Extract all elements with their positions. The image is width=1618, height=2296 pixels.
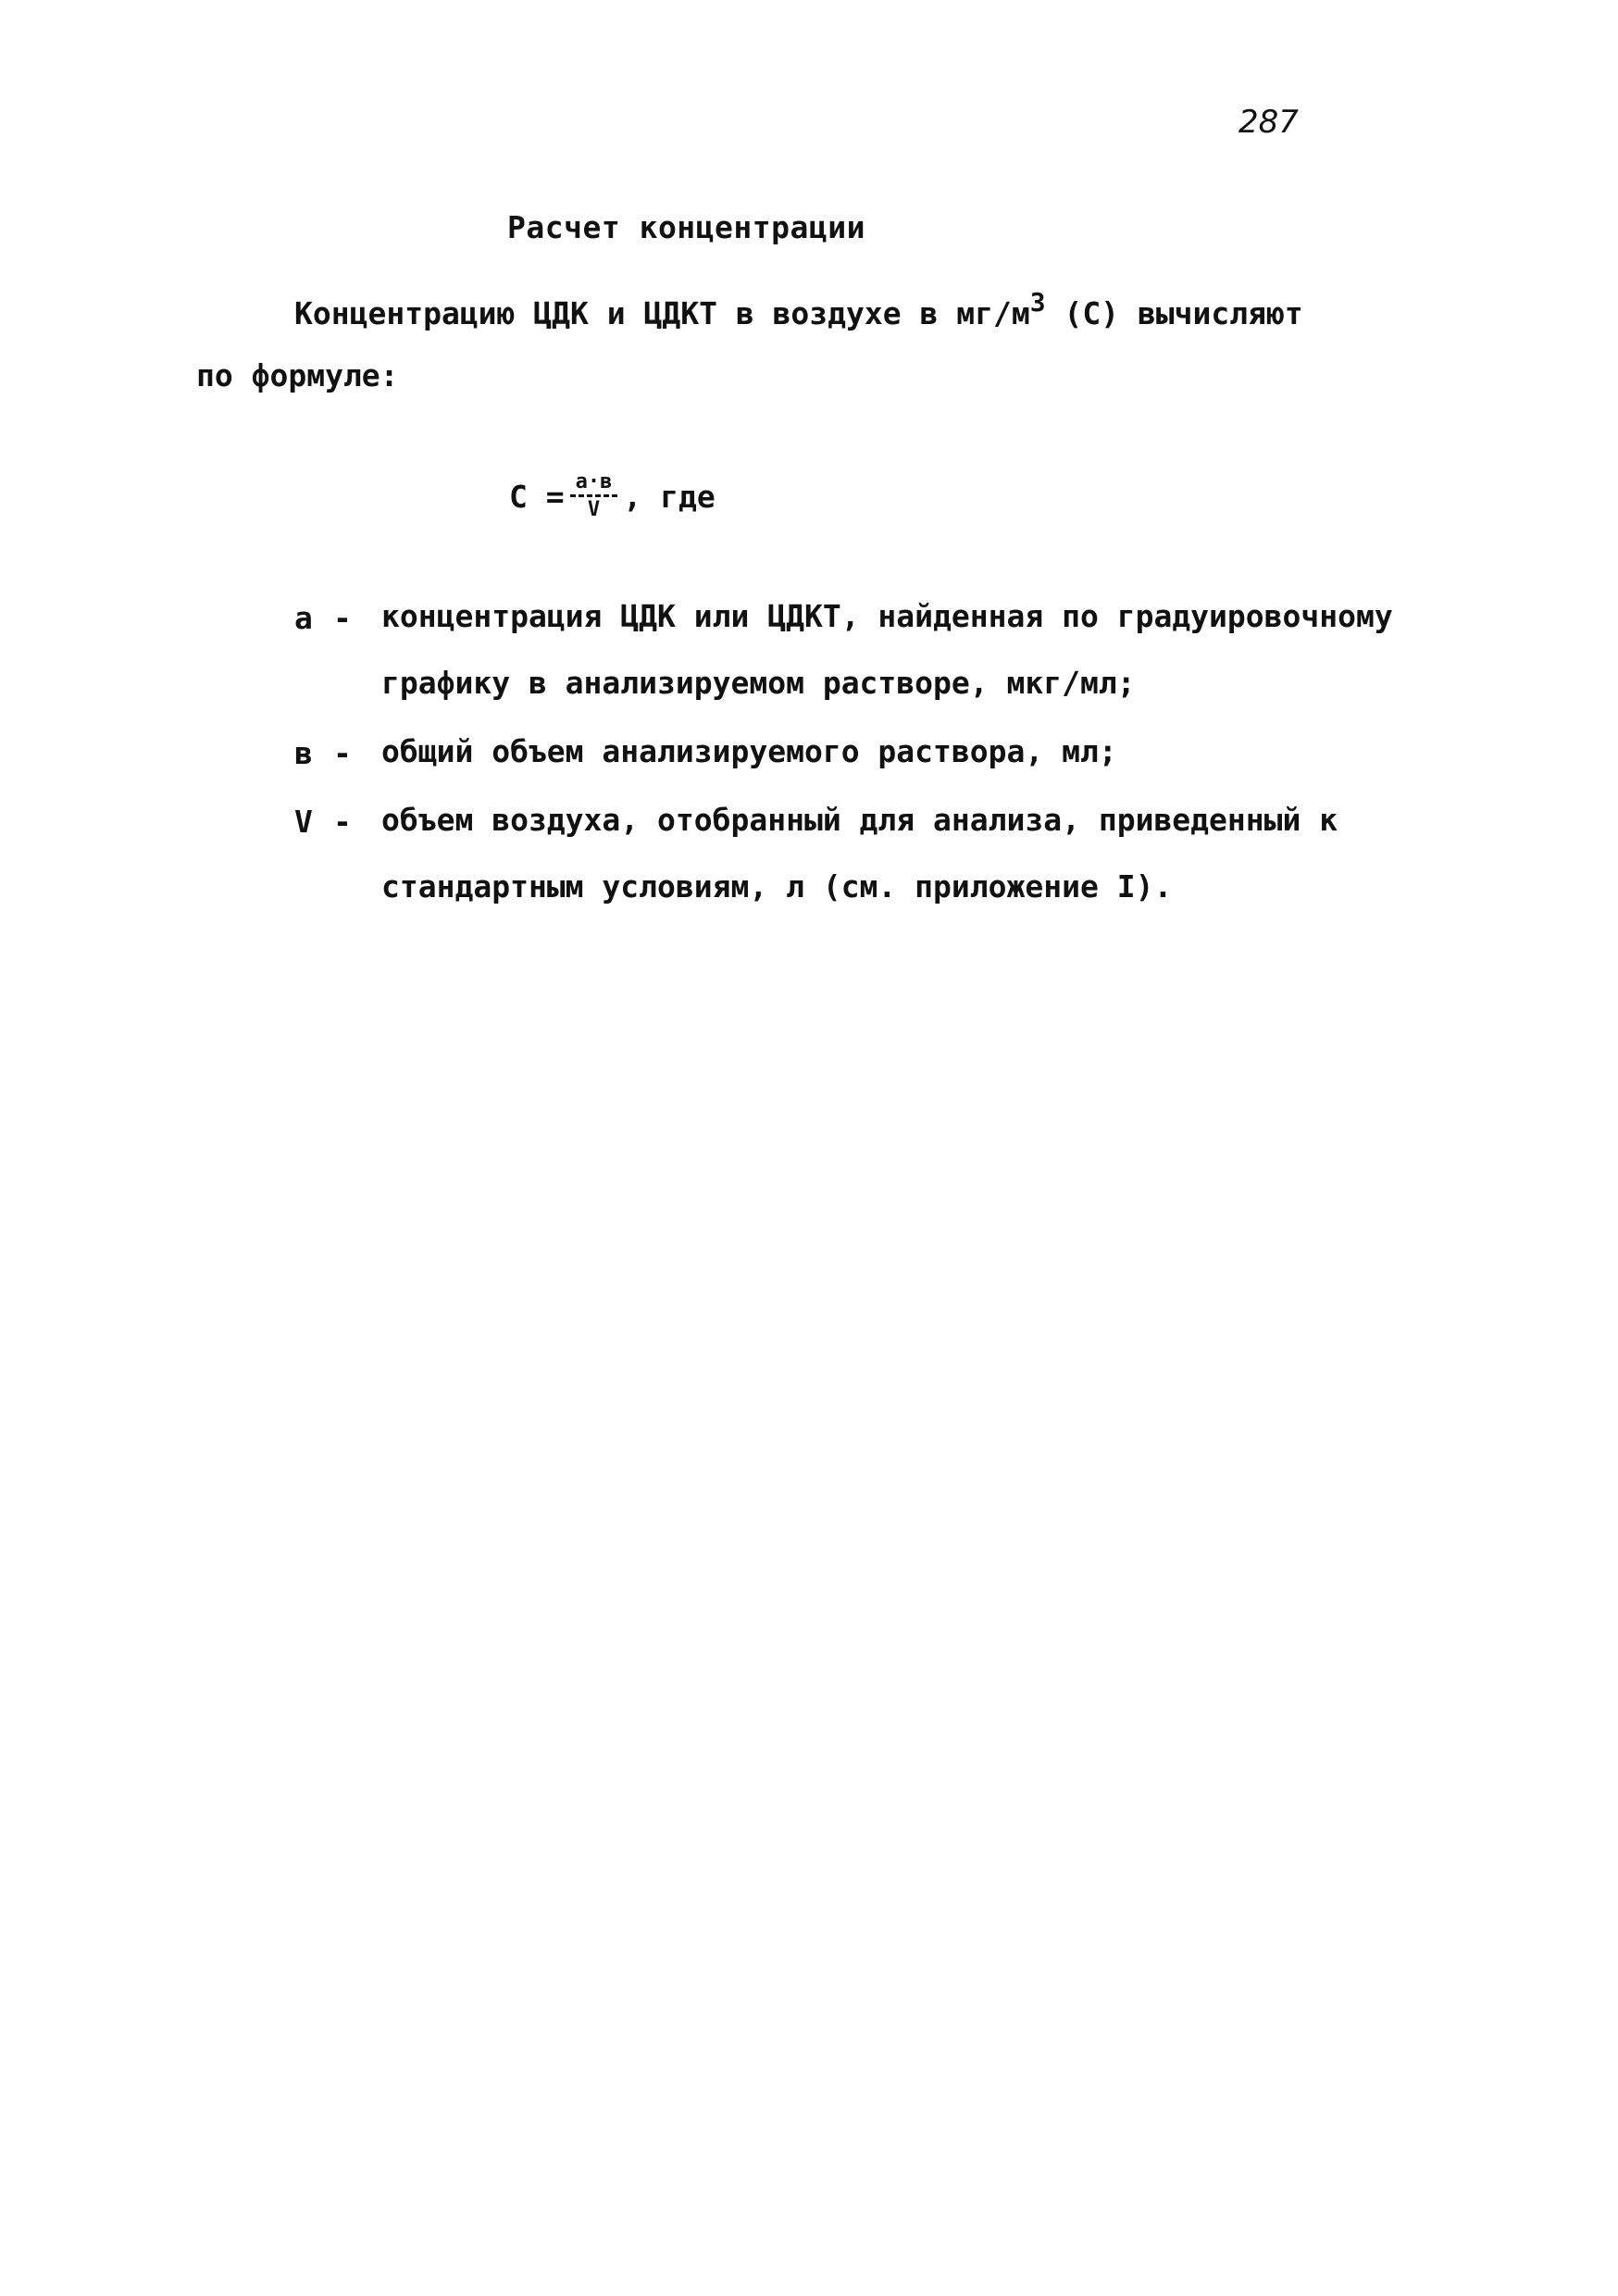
definition-item bbox=[294, 600, 1498, 717]
formula-numerator: а·в bbox=[570, 472, 618, 497]
page-number: 287 bbox=[1238, 104, 1299, 141]
definition-text: концентрация ЦДК или ЦДКТ, найденная по градуировочному графику в анализируемом растворе, мкг/мл; bbox=[381, 598, 1393, 701]
unit-superscript: 3 bbox=[1029, 287, 1046, 318]
formula-fraction bbox=[570, 472, 618, 520]
intro-text: Концентрацию ЦДК и ЦДКТ в воздухе в мг/м bbox=[294, 295, 1030, 331]
definition-symbol: в bbox=[294, 735, 313, 771]
definition-text: объем воздуха, отобранный для анализа, приведенный к стандартным условиям, л (см. приложение I). bbox=[381, 802, 1338, 905]
formula-lhs: С = bbox=[509, 478, 565, 515]
definition-text: общий объем анализируемого раствора, мл; bbox=[381, 733, 1117, 769]
section-heading: Расчет концентрации bbox=[507, 209, 865, 245]
definition-symbol: а bbox=[294, 600, 313, 636]
definition-dash: - bbox=[333, 600, 352, 636]
definition-symbol: V bbox=[294, 804, 313, 840]
intro-line-1 bbox=[294, 287, 1303, 331]
formula-denominator: V bbox=[587, 498, 601, 521]
formula bbox=[509, 472, 716, 520]
intro-text-end: (С) вычисляют bbox=[1045, 295, 1303, 331]
definition-item bbox=[294, 804, 1498, 920]
definition-dash: - bbox=[333, 804, 352, 840]
definition-dash: - bbox=[333, 735, 352, 771]
definitions-list bbox=[294, 600, 1498, 939]
intro-line-2: по формуле: bbox=[196, 357, 399, 393]
definition-item bbox=[294, 735, 1498, 785]
formula-suffix: , где bbox=[623, 478, 716, 515]
